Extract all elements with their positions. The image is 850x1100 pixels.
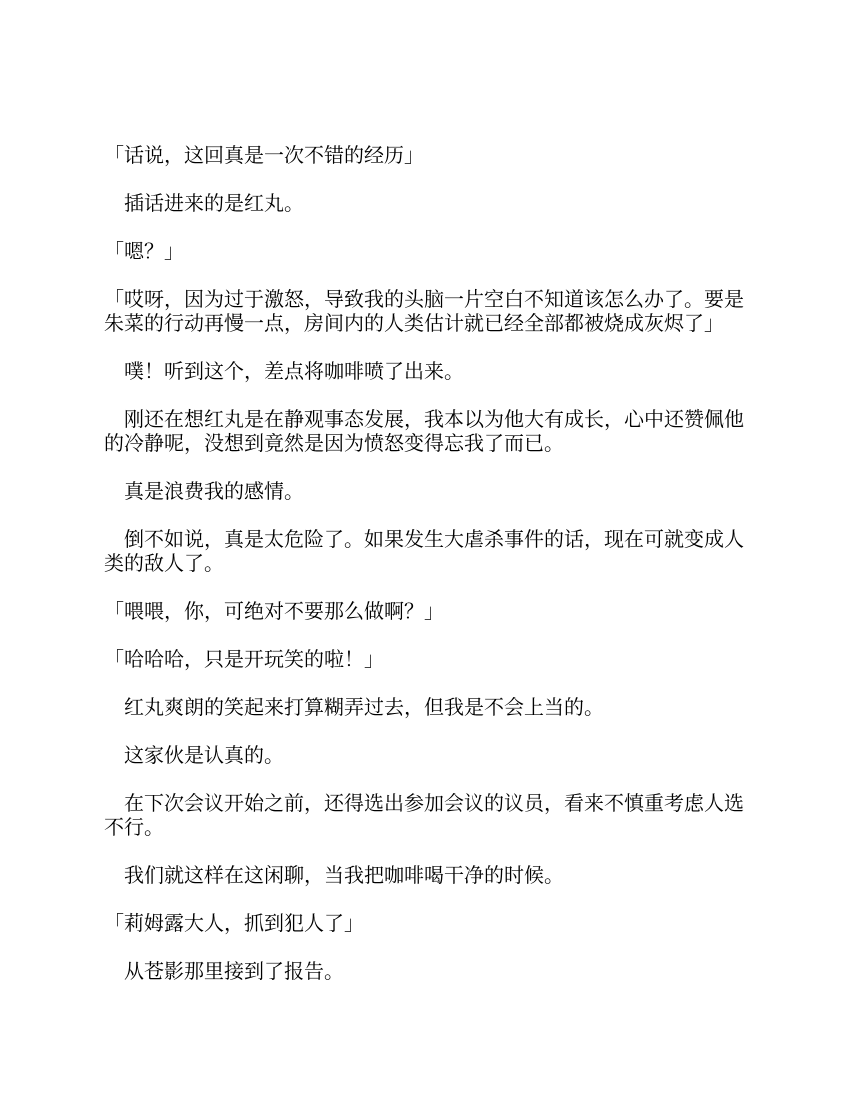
paragraph: 真是浪费我的感情。 [124, 479, 304, 503]
paragraph: 噗！听到这个，差点将咖啡喷了出来。 [124, 359, 464, 383]
paragraph: 我们就这样在这闲聊，当我把咖啡喝干净的时候。 [124, 863, 564, 887]
document-body [104, 143, 754, 1007]
paragraph: 在下次会议开始之前，还得选出参加会议的议员，看来不慎重考虑人选不行。 [104, 791, 744, 839]
paragraph: 倒不如说，真是太危险了。如果发生大虐杀事件的话，现在可就变成人类的敌人了。 [104, 527, 744, 575]
paragraph: 刚还在想红丸是在静观事态发展，我本以为他大有成长，心中还赞佩他的冷静呢，没想到竟然是因为愤怒变得忘我了而已。 [104, 407, 744, 455]
paragraph: 「莉姆露大人，抓到犯人了」 [104, 911, 364, 935]
paragraph: 红丸爽朗的笑起来打算糊弄过去，但我是不会上当的。 [124, 695, 604, 719]
paragraph: 「嗯？」 [104, 239, 184, 263]
paragraph: 「喂喂，你，可绝对不要那么做啊？」 [104, 599, 444, 623]
paragraph: 「话说，这回真是一次不错的经历」 [104, 143, 424, 167]
paragraph: 这家伙是认真的。 [124, 743, 284, 767]
paragraph: 「哈哈哈，只是开玩笑的啦！」 [104, 647, 384, 671]
paragraph: 从苍影那里接到了报告。 [124, 959, 344, 983]
paragraph: 插话进来的是红丸。 [124, 191, 304, 215]
paragraph: 「哎呀，因为过于激怒，导致我的头脑一片空白不知道该怎么办了。要是朱菜的行动再慢一点，房间内的人类估计就已经全部都被烧成灰烬了」 [104, 287, 744, 335]
